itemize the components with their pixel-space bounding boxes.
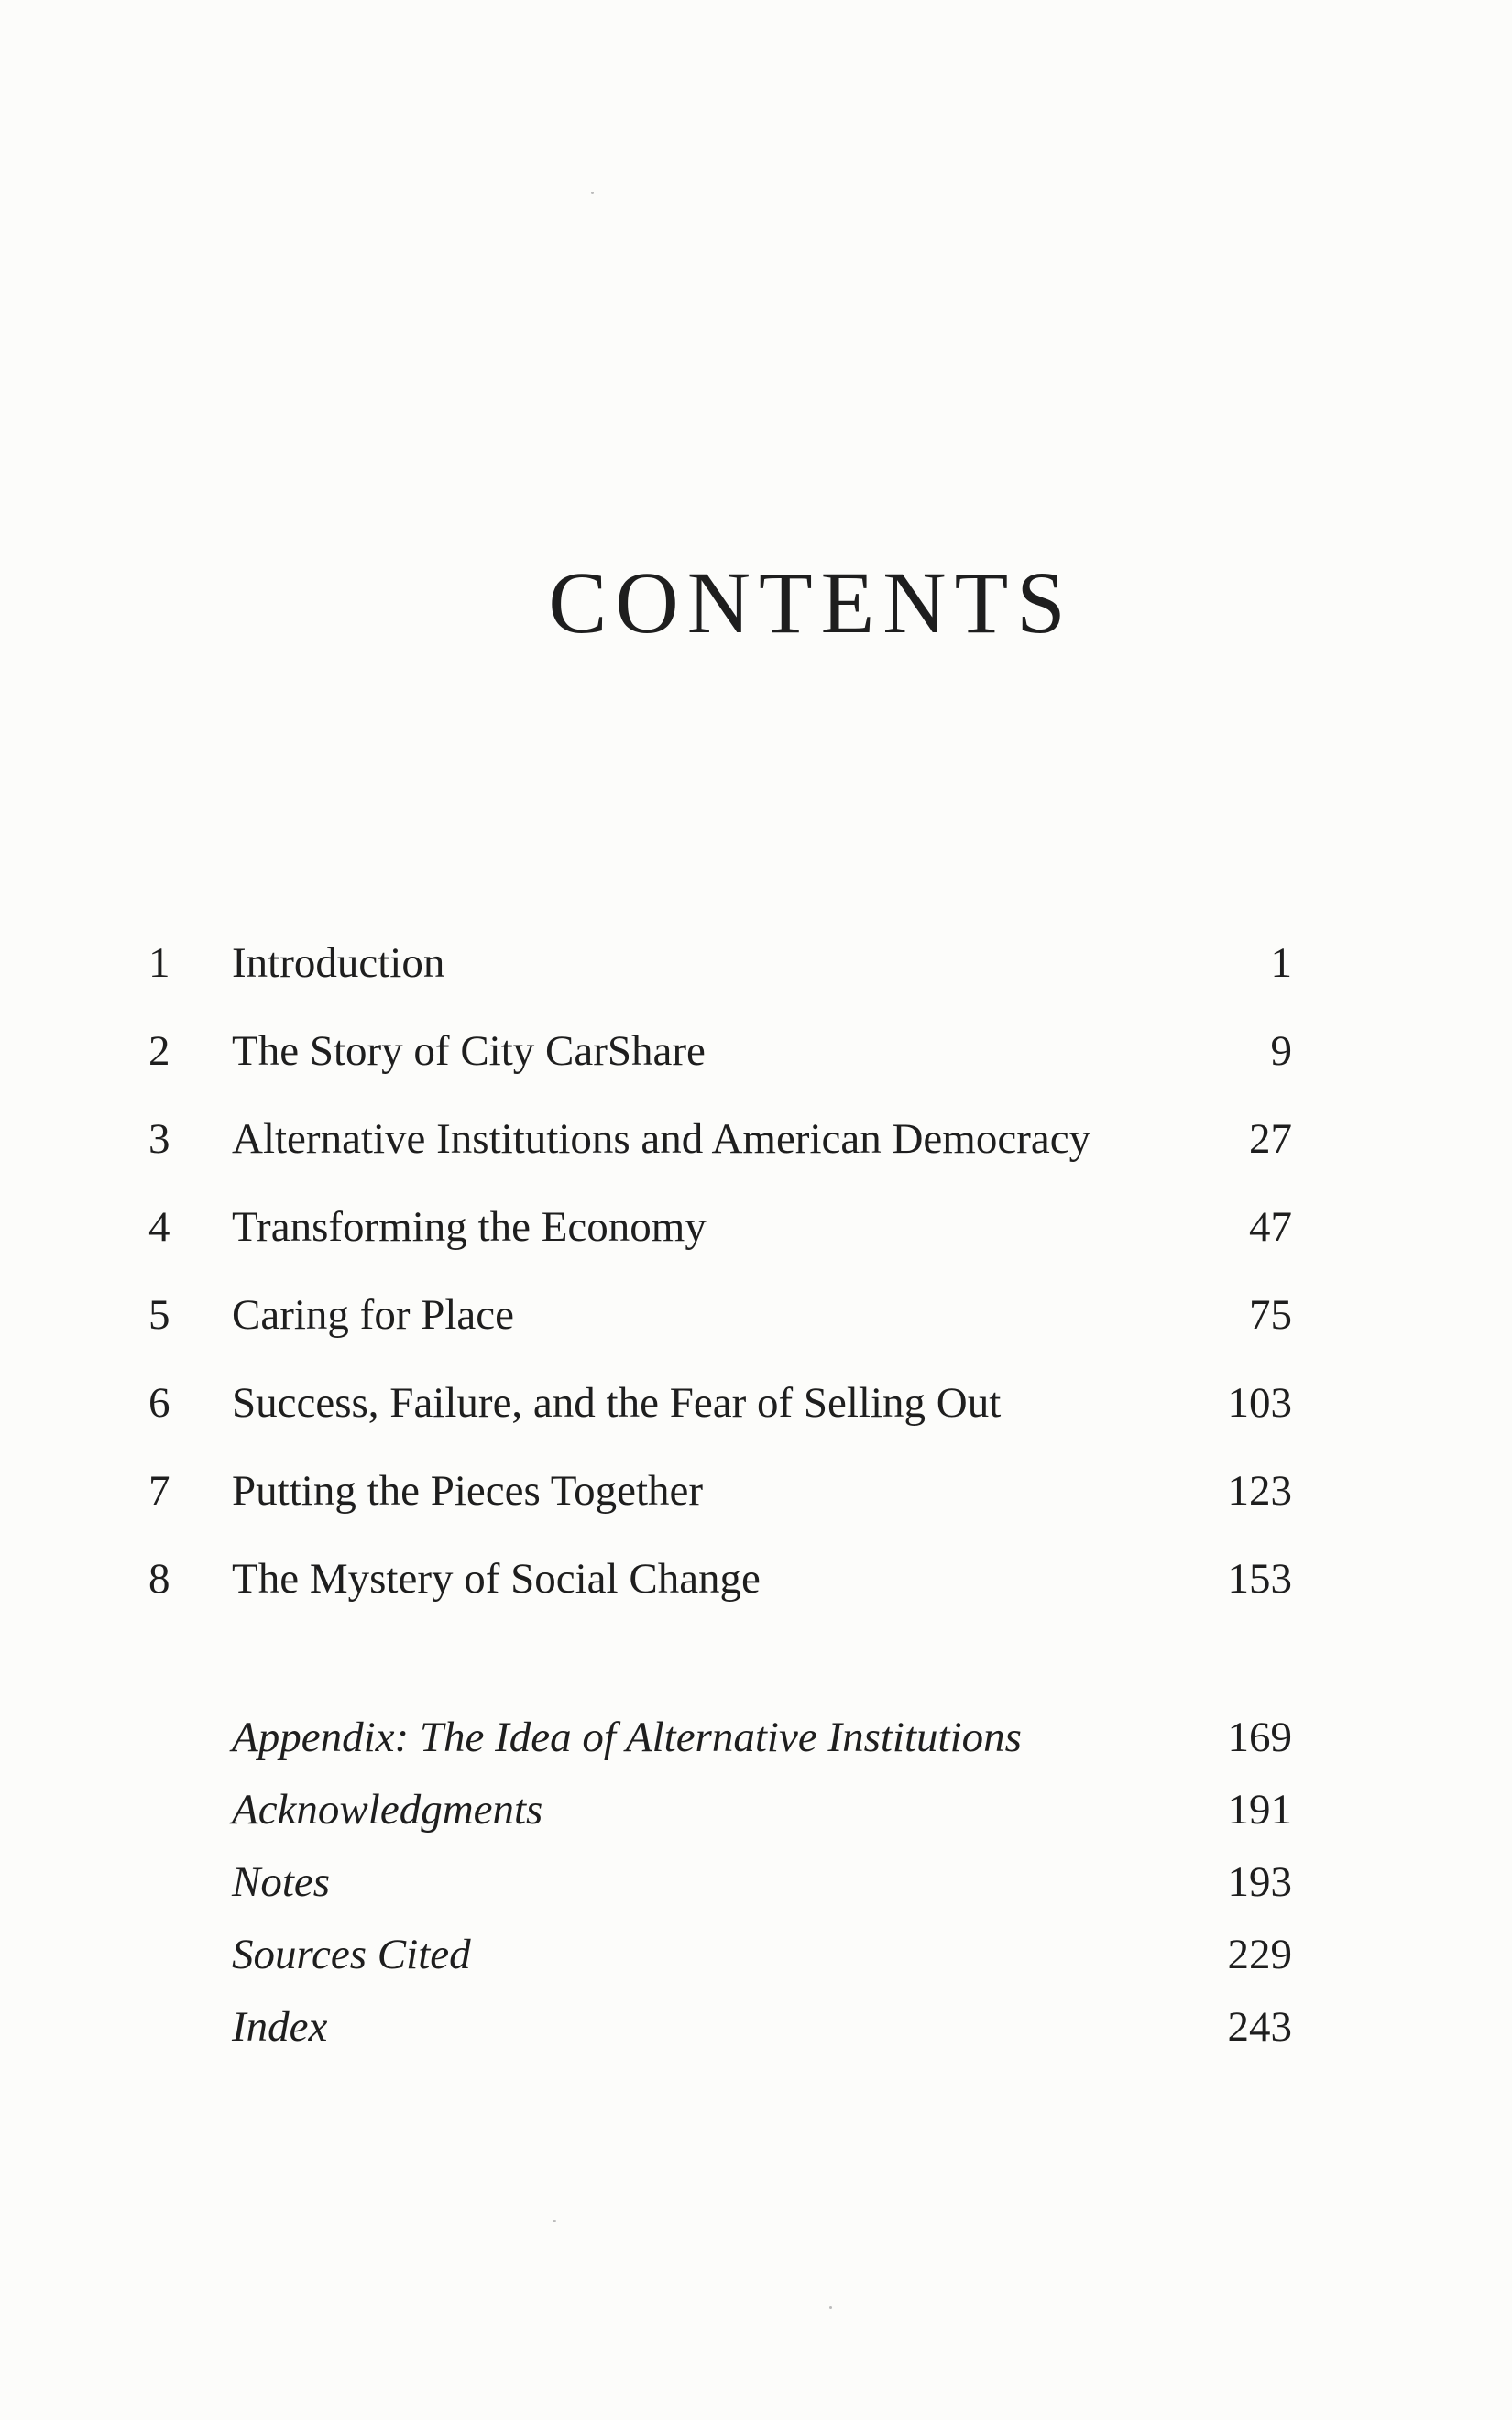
page-number: 193	[1227, 1858, 1292, 1906]
page-number: 1	[1270, 939, 1292, 987]
chapter-number: 7	[148, 1467, 170, 1515]
chapter-title: Introduction	[232, 939, 445, 987]
chapter-title: Transforming the Economy	[232, 1203, 707, 1251]
toc-entry-sources-cited	[0, 1922, 1512, 1987]
page-number: 47	[1249, 1203, 1292, 1251]
toc-entry-appendix	[0, 1705, 1512, 1769]
page-number: 243	[1227, 2003, 1292, 2051]
toc-entry-index	[0, 1995, 1512, 2059]
toc-entry-acknowledgments	[0, 1778, 1512, 1842]
chapter-number: 1	[148, 939, 170, 987]
scan-speck	[591, 192, 594, 194]
chapter-title: Alternative Institutions and American Democracy	[232, 1115, 1091, 1163]
entry-title: Acknowledgments	[232, 1786, 543, 1834]
page-number: 27	[1249, 1115, 1292, 1163]
chapter-title: Success, Failure, and the Fear of Selling Out	[232, 1379, 1002, 1427]
toc-entry-notes	[0, 1850, 1512, 1914]
page-number: 75	[1249, 1291, 1292, 1339]
chapter-number: 5	[148, 1291, 170, 1339]
page-number: 191	[1227, 1786, 1292, 1834]
page-number: 9	[1270, 1027, 1292, 1075]
toc-entry-chapter-8	[0, 1547, 1512, 1611]
chapter-number: 2	[148, 1027, 170, 1075]
toc-entry-chapter-3	[0, 1107, 1512, 1171]
toc-entry-chapter-7	[0, 1459, 1512, 1523]
chapter-number: 6	[148, 1379, 170, 1427]
entry-title: Sources Cited	[232, 1931, 471, 1978]
toc-entry-chapter-1	[0, 931, 1512, 995]
entry-title: Notes	[232, 1858, 331, 1906]
entry-title: Appendix: The Idea of Alternative Institutions	[232, 1714, 1022, 1761]
chapter-title: Putting the Pieces Together	[232, 1467, 704, 1515]
chapter-title: The Mystery of Social Change	[232, 1555, 761, 1603]
page-number: 153	[1227, 1555, 1292, 1603]
chapter-number: 3	[148, 1115, 170, 1163]
chapter-title: The Story of City CarShare	[232, 1027, 706, 1075]
page-number: 123	[1227, 1467, 1292, 1515]
scan-speck	[829, 2306, 832, 2309]
page-number: 103	[1227, 1379, 1292, 1427]
page-title: CONTENTS	[548, 553, 1074, 652]
toc-entry-chapter-5	[0, 1283, 1512, 1347]
scan-speck	[553, 2220, 556, 2222]
page-number: 229	[1227, 1931, 1292, 1978]
page-number: 169	[1227, 1714, 1292, 1761]
toc-entry-chapter-4	[0, 1195, 1512, 1259]
chapter-number: 8	[148, 1555, 170, 1603]
toc-entry-chapter-6	[0, 1371, 1512, 1435]
toc-entry-chapter-2	[0, 1019, 1512, 1083]
chapter-number: 4	[148, 1203, 170, 1251]
chapter-title: Caring for Place	[232, 1291, 515, 1339]
entry-title: Index	[232, 2003, 328, 2051]
